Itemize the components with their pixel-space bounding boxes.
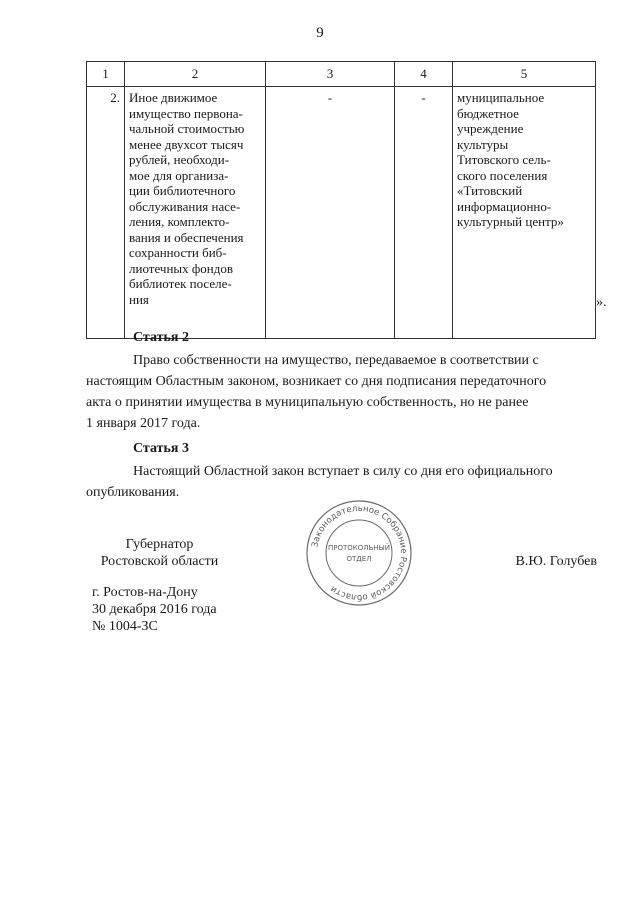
table-header-cell: 5 <box>453 62 596 87</box>
article-2-text: Право собственности на имущество, передаваемое в соответствии с настоящим Областным законом, возникает со дня подписания передаточного акта о принятии имущества в муниципальную собственность, но не ранее 1 января 2017 года. <box>86 353 547 431</box>
closing-quote: ». <box>596 295 607 310</box>
table-header-cell: 3 <box>266 62 395 87</box>
signatory-name: В.Ю. Голубев <box>515 554 597 569</box>
article-2-heading: Статья 2 <box>133 330 189 345</box>
column-3-value: - <box>266 87 395 339</box>
column-4-value: - <box>395 87 453 339</box>
seal-center-line-2: ОТДЕЛ <box>346 555 372 563</box>
page-number: 9 <box>316 25 324 41</box>
signing-city: г. Ростов-на-Дону <box>92 585 198 600</box>
table-header-cell: 2 <box>125 62 266 87</box>
law-number: № 1004-ЗС <box>92 619 158 634</box>
property-description: Иное движимое имущество первона- чальной стоимостью менее двухсот тысяч рублей, необходи- мое для организа- ции библиотечного обслуживания насе- ления, комплекто- вания и обеспечения сохранности биб- лиотечных фондов библиотек поселе- ния <box>125 87 266 339</box>
document-footer <box>92 584 217 635</box>
article-3-text: Настоящий Областной закон вступает в силу со дня его официального опубликования. <box>86 464 553 500</box>
seal-ring-text: Законодательное Собрание Ростовской области <box>310 503 409 603</box>
table-row <box>87 87 596 339</box>
signing-date: 30 декабря 2016 года <box>92 602 217 617</box>
recipient-organization: муниципальное бюджетное учреждение культуры Титовского сель- ского поселения «Титовский информационно- культурный центр» <box>453 87 596 339</box>
seal-stamp <box>304 498 414 608</box>
signatory-title: Губернатор Ростовской области <box>100 537 219 569</box>
table-header-cell: 1 <box>87 62 125 87</box>
table-header-cell: 4 <box>395 62 453 87</box>
property-table <box>86 61 596 339</box>
table-header-row <box>87 62 596 87</box>
row-number: 2. <box>87 87 125 339</box>
article-3-heading: Статья 3 <box>133 441 189 456</box>
seal-center-line-1: ПРОТОКОЛЬНЫЙ <box>327 544 391 552</box>
